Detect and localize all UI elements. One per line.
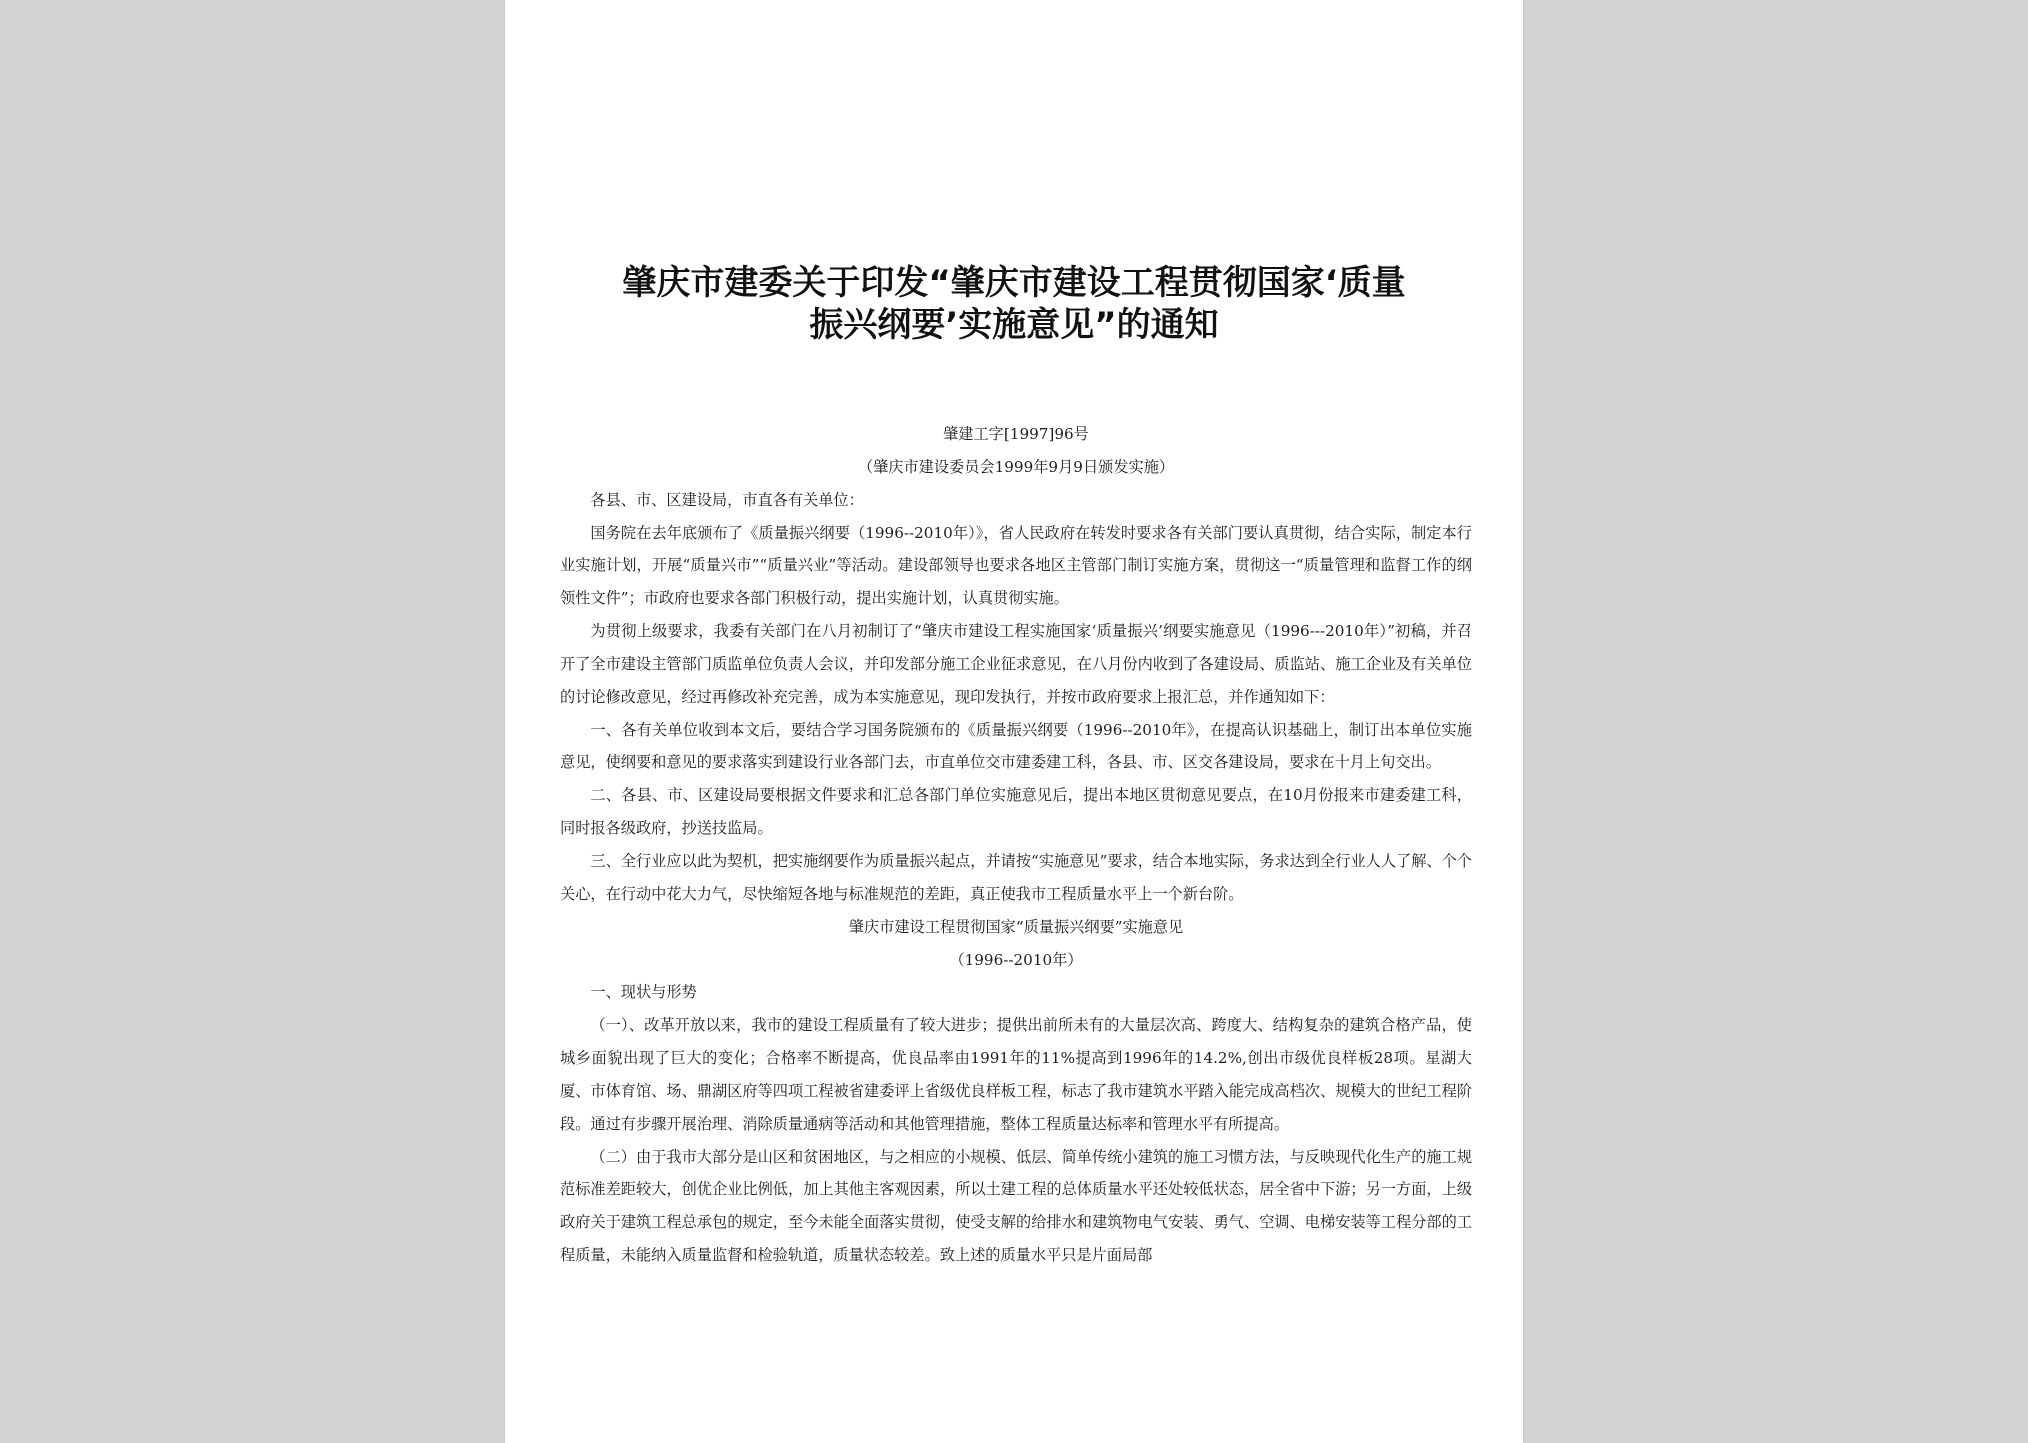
section-heading-1: 一、现状与形势	[590, 983, 697, 1002]
title-line-1: 肇庆市建委关于印发“肇庆市建设工程贯彻国家‘质量	[622, 263, 1406, 303]
sub-title-years: （1996--2010年）	[949, 950, 1083, 969]
document-page	[505, 0, 1523, 1443]
salutation: 各县、市、区建设局，市直各有关单位：	[590, 490, 864, 509]
section-1-paragraph-2: （二）由于我市大部分是山区和贫困地区，与之相应的小规模、低层、简单传统小建筑的施工习惯方法，与反映现代化生产的施工规范标准差距较大，创优企业比例低，加上其他主客观因素，所以土建工程的总体质量水平还处较低状态，居全省中下游；另一方面，上级政府关于建筑工程总承包的规定，至今未能全面落实贯彻，使受支解的给排水和建筑物电气安装、勇气、空调、电梯安装等工程分部的工程质量，未能纳入质量监督和检验轨道，质量状态较差。致上述的质量水平只是片面局部	[560, 1147, 1472, 1265]
notice-item-2: 二、各县、市、区建设局要根据文件要求和汇总各部门单位实施意见后，提出本地区贯彻意见要点，在10月份报来市建委建工科，同时报各级政府，抄送技监局。	[560, 786, 1472, 838]
notice-item-1: 一、各有关单位收到本文后，要结合学习国务院颁布的《质量振兴纲要（1996--2010年》，在提高认识基础上，制订出本单位实施意见，使纲要和意见的要求落实到建设行业各部门去，市直单位交市建委建工科，各县、市、区交各建设局，要求在十月上旬交出。	[560, 720, 1472, 772]
document-title	[505, 262, 1523, 346]
doc-number: 肇建工字[1997]96号	[943, 425, 1089, 443]
paragraph-2: 为贯彻上级要求，我委有关部门在八月初制订了“肇庆市建设工程实施国家‘质量振兴’纲要实施意见（1996---2010年）”初稿，并召开了全市建设主管部门质监单位负责人会议，并印发部分施工企业征求意见，在八月份内收到了各建设局、质监站、施工企业及有关单位的讨论修改意见，经过再修改补充完善，成为本实施意见，现印发执行，并按市政府要求上报汇总，并作通知如下：	[560, 622, 1472, 706]
issued-note: （肇庆市建设委员会1999年9月9日颁发实施）	[857, 457, 1175, 476]
section-1-paragraph-1: （一）、改革开放以来，我市的建设工程质量有了较大进步；提供出前所未有的大量层次高、跨度大、结构复杂的建筑合格产品，使城乡面貌出现了巨大的变化；合格率不断提高，优良品率由1991年的11%提高到1996年的14.2%,创出市级优良样板28项。星湖大厦、市体育馆、场、鼎湖区府等四项工程被省建委评上省级优良样板工程，标志了我市建筑水平踏入能完成高档次、规模大的世纪工程阶段。通过有步骤开展治理、消除质量通病等活动和其他管理措施，整体工程质量达标率和管理水平有所提高。	[560, 1016, 1472, 1133]
paragraph-1: 国务院在去年底颁布了《质量振兴纲要（1996--2010年）》，省人民政府在转发时要求各有关部门要认真贯彻，结合实际，制定本行业实施计划，开展“质量兴市”“质量兴业”等活动。建设部领导也要求各地区主管部门制订实施方案，贯彻这一“质量管理和监督工作的纲领性文件”；市政府也要求各部门积极行动，提出实施计划，认真贯彻实施。	[560, 523, 1472, 608]
document-body	[560, 418, 1472, 1272]
notice-item-3: 三、全行业应以此为契机，把实施纲要作为质量振兴起点，并请按“实施意见”要求，结合本地实际，务求达到全行业人人了解、个个关心，在行动中花大力气，尽快缩短各地与标准规范的差距，真正使我市工程质量水平上一个新台阶。	[560, 851, 1472, 903]
sub-title: 肇庆市建设工程贯彻国家“质量振兴纲要”实施意见	[848, 917, 1184, 936]
title-line-2: 振兴纲要’实施意见”的通知	[809, 305, 1219, 345]
